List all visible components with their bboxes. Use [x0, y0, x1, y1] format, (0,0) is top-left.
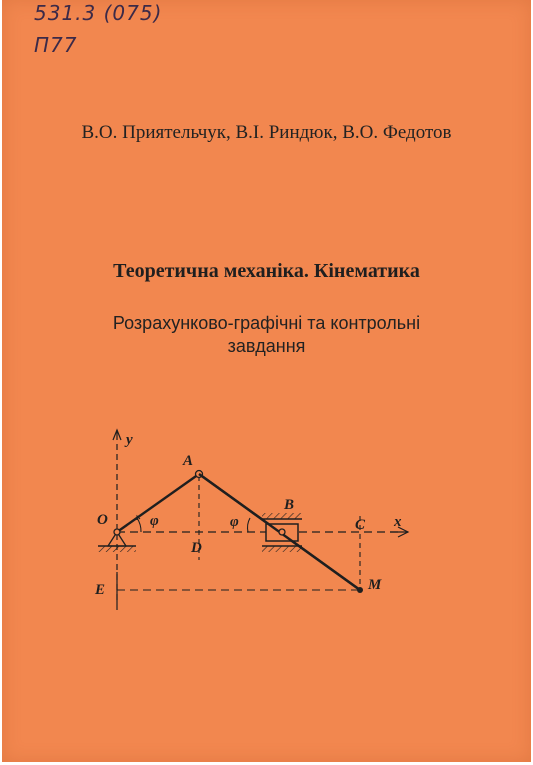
label-M: M	[368, 577, 382, 593]
book-title: Теоретична механіка. Кінематика	[113, 260, 420, 282]
label-D: D	[191, 540, 202, 556]
label-y: y	[126, 432, 133, 448]
angle-arc-phi2	[248, 518, 250, 532]
joint-B	[279, 529, 285, 535]
label-C: C	[355, 517, 366, 533]
label-x: x	[394, 514, 402, 530]
call-number-line1: 531.3 (075)	[34, 1, 163, 25]
label-A: A	[183, 453, 194, 469]
authors: В.О. Приятельчук, В.І. Риндюк, В.О. Федотов	[81, 122, 452, 143]
label-E: E	[95, 582, 106, 598]
label-phi1: φ	[150, 513, 159, 529]
subtitle-line2: завдання	[227, 336, 306, 356]
point-M	[357, 587, 363, 593]
label-B: B	[284, 497, 295, 513]
subtitle-line1: Розрахунково-графічні та контрольні	[112, 313, 421, 333]
call-number-line2: П77	[34, 33, 78, 57]
angle-arc-phi1	[137, 518, 141, 532]
label-phi2: φ	[230, 514, 239, 530]
joint-O	[114, 529, 120, 535]
label-O: O	[97, 512, 108, 528]
